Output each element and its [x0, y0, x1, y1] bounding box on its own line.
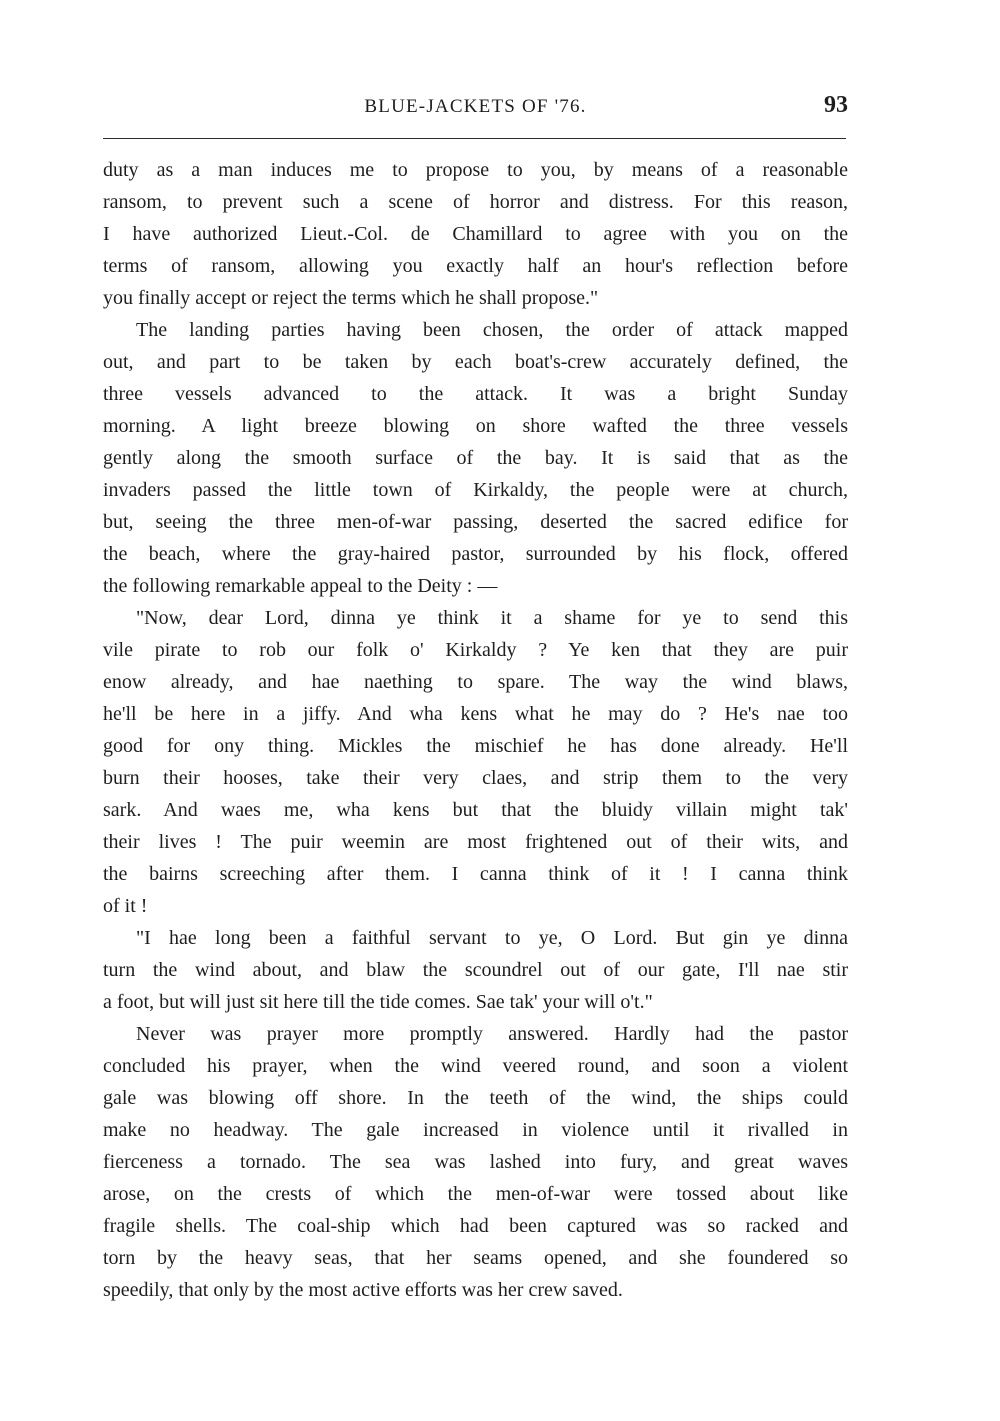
- text-line: "Now, dear Lord, dinna ye think it a shame for ye to send this: [136, 607, 848, 629]
- text-line: of it !: [103, 895, 148, 917]
- paragraph: [103, 154, 848, 314]
- text-line: burn their hooses, take their very claes, and strip them to the very: [103, 767, 848, 789]
- text-line: their lives ! The puir weemin are most frightened out of their wits, and: [103, 831, 848, 853]
- running-head: BLUE-JACKETS OF '76.: [364, 96, 587, 117]
- text-line: a foot, but will just sit here till the tide comes. Sae tak' your will o't.": [103, 991, 653, 1013]
- text-line: gale was blowing off shore. In the teeth of the wind, the ships could: [103, 1087, 848, 1109]
- text-line: morning. A light breeze blowing on shore wafted the three vessels: [103, 415, 848, 437]
- paragraph: [103, 922, 848, 1018]
- text-line: I have authorized Lieut.-Col. de Chamillard to agree with you on the: [103, 223, 848, 245]
- text-line: speedily, that only by the most active efforts was her crew saved.: [103, 1279, 623, 1301]
- text-line: gently along the smooth surface of the bay. It is said that as the: [103, 447, 848, 469]
- text-line: torn by the heavy seas, that her seams opened, and she foundered so: [103, 1247, 848, 1269]
- text-line: the following remarkable appeal to the Deity : —: [103, 575, 498, 597]
- text-line: Never was prayer more promptly answered. Hardly had the pastor: [136, 1023, 848, 1045]
- page-number: 93: [824, 92, 848, 118]
- text-line: the bairns screeching after them. I canna think of it ! I canna think: [103, 863, 848, 885]
- text-line: turn the wind about, and blaw the scoundrel out of our gate, I'll nae stir: [103, 959, 848, 981]
- text-line: concluded his prayer, when the wind veered round, and soon a violent: [103, 1055, 848, 1077]
- text-line: arose, on the crests of which the men-of-war were tossed about like: [103, 1183, 848, 1205]
- text-line: sark. And waes me, wha kens but that the bluidy villain might tak': [103, 799, 848, 821]
- paragraph: [103, 314, 848, 602]
- text-line: ransom, to prevent such a scene of horror and distress. For this reason,: [103, 191, 848, 213]
- text-line: but, seeing the three men-of-war passing, deserted the sacred edifice for: [103, 511, 848, 533]
- text-line: enow already, and hae naething to spare. The way the wind blaws,: [103, 671, 848, 693]
- text-line: three vessels advanced to the attack. It was a bright Sunday: [103, 383, 848, 405]
- text-line: out, and part to be taken by each boat's-crew accurately defined, the: [103, 351, 848, 373]
- text-line: fragile shells. The coal-ship which had been captured was so racked and: [103, 1215, 848, 1237]
- header-rule: [103, 138, 846, 139]
- text-line: good for ony thing. Mickles the mischief he has done already. He'll: [103, 735, 848, 757]
- text-line: The landing parties having been chosen, the order of attack mapped: [136, 319, 848, 341]
- page-header: [103, 92, 848, 128]
- body-text: [103, 154, 848, 1306]
- text-line: "I hae long been a faithful servant to ye, O Lord. But gin ye dinna: [136, 927, 848, 949]
- text-line: make no headway. The gale increased in violence until it rivalled in: [103, 1119, 848, 1141]
- text-line: invaders passed the little town of Kirkaldy, the people were at church,: [103, 479, 848, 501]
- text-line: duty as a man induces me to propose to you, by means of a reasonable: [103, 159, 848, 181]
- text-line: you finally accept or reject the terms which he shall propose.": [103, 287, 599, 309]
- paragraph: [103, 1018, 848, 1306]
- paragraph: [103, 602, 848, 922]
- text-line: fierceness a tornado. The sea was lashed into fury, and great waves: [103, 1151, 848, 1173]
- text-line: he'll be here in a jiffy. And wha kens what he may do ? He's nae too: [103, 703, 848, 725]
- text-line: the beach, where the gray-haired pastor, surrounded by his flock, offered: [103, 543, 848, 565]
- text-line: terms of ransom, allowing you exactly half an hour's reflection before: [103, 255, 848, 277]
- text-line: vile pirate to rob our folk o' Kirkaldy ? Ye ken that they are puir: [103, 639, 848, 661]
